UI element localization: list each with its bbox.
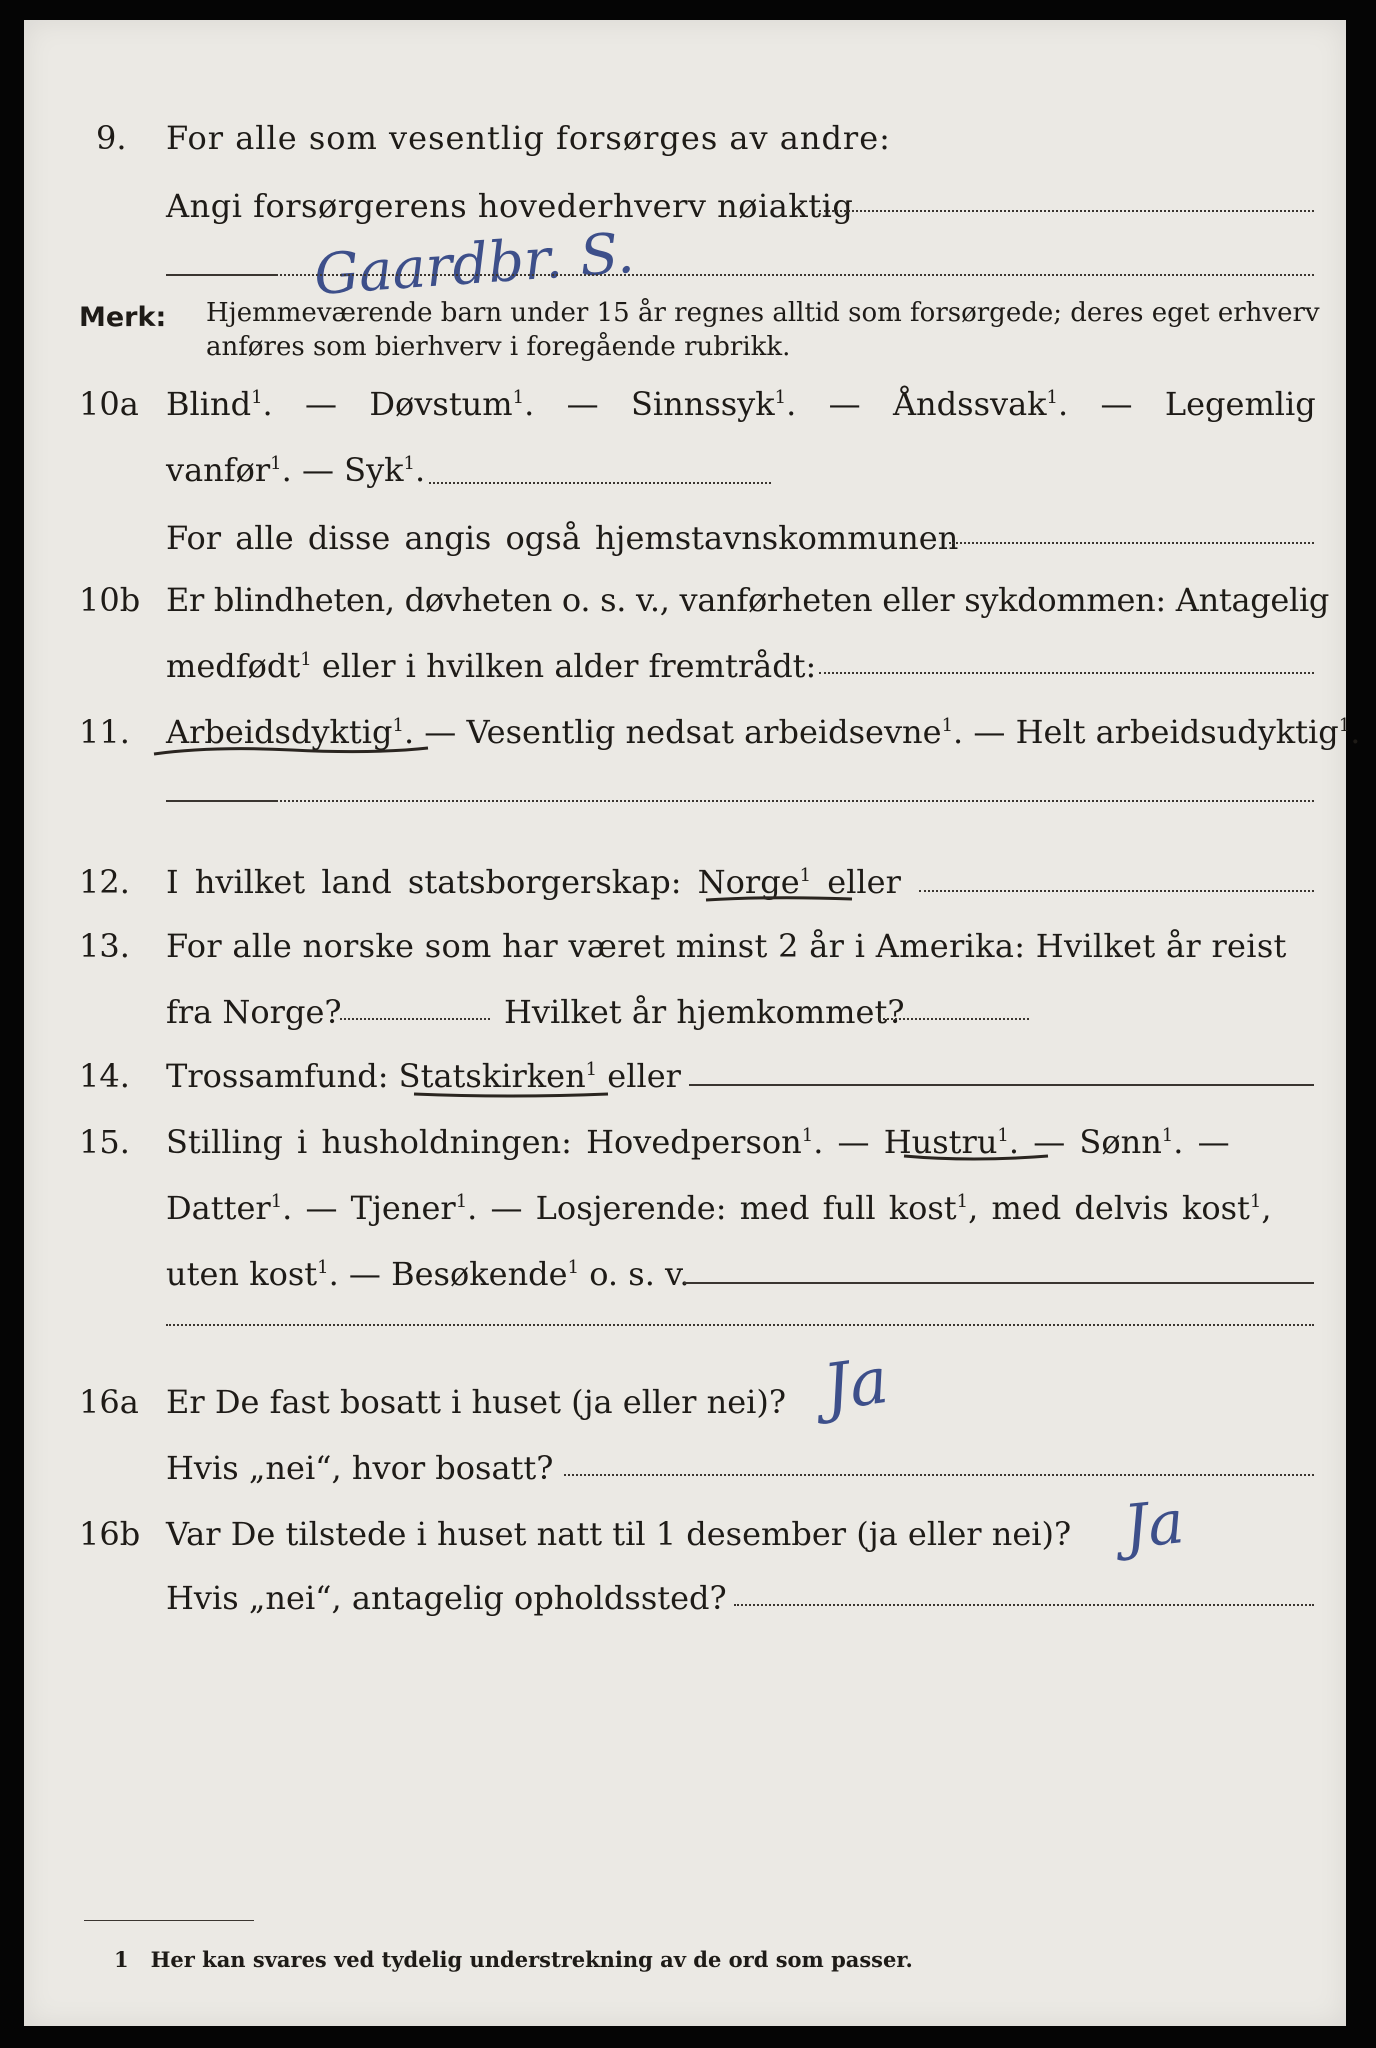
- question-12-fill-line: [919, 890, 1314, 892]
- separator: .: [403, 713, 415, 751]
- option-sinnssyk: Sinnssyk: [630, 385, 775, 423]
- question-16a-handwritten-answer: Ja: [819, 1343, 893, 1427]
- separator: .: [328, 1255, 339, 1293]
- question-12-text: I hvilket land statsborgerskap:: [166, 863, 682, 901]
- option-medfodt: medfødt: [166, 647, 301, 685]
- note-line1: Hjemmeværende barn under 15 år regnes alltid som forsørgede; deres eget erhverv: [206, 298, 1320, 328]
- footnote-marker: 1: [774, 387, 787, 408]
- question-16b-line1: Var De tilstede i huset natt til 1 desember (ja eller nei)?: [166, 1515, 1072, 1553]
- dash: —: [1197, 1123, 1230, 1161]
- question-13-hjemkommet: Hvilket år hjemkommet?: [504, 993, 905, 1031]
- dash: —: [566, 385, 599, 423]
- dash: —: [490, 1189, 523, 1227]
- handwritten-underline-norge: [704, 892, 854, 908]
- option-losjerende-full-kost: Losjerende: med full kost: [535, 1189, 957, 1227]
- footnote-marker: 1: [403, 453, 415, 474]
- option-besokende: Besøkende: [391, 1255, 568, 1293]
- question-10a-line2: [166, 450, 425, 490]
- question-16b-fill-line: [734, 1604, 1314, 1606]
- option-delvis-kost: med delvis kost: [991, 1189, 1250, 1227]
- question-10b-number: 10b: [79, 581, 141, 619]
- separator: .: [1350, 713, 1361, 751]
- question-14-number: 14.: [79, 1057, 130, 1095]
- footnote-marker: 1: [392, 715, 404, 736]
- footnote-marker: 1: [300, 649, 312, 670]
- footnote-marker: 1: [270, 1191, 283, 1212]
- separator: .: [414, 451, 426, 489]
- question-9-line2: Angi forsørgerens hovederhverv nøiaktig: [166, 187, 854, 225]
- note-line2: anføres som bierhverv i foregående rubrikk.: [206, 332, 791, 362]
- question-16b-handwritten-answer: Ja: [1120, 1487, 1188, 1563]
- handwritten-underline-hustru: [902, 1150, 1052, 1166]
- option-statskirken-underlined: Statskirken: [398, 1057, 586, 1095]
- footnote-marker: 1: [585, 1059, 598, 1080]
- option-hovedperson: Hovedperson: [586, 1123, 802, 1161]
- dash: —: [301, 451, 334, 489]
- footnote-marker: 1: [941, 715, 954, 736]
- question-9-number: 9.: [96, 119, 127, 157]
- question-13-line1: For alle norske som har været minst 2 år i Amerika: Hvilket år reist: [166, 927, 1287, 965]
- separator: .: [786, 385, 797, 423]
- footnote-marker: 1: [567, 1257, 580, 1278]
- dash: —: [424, 713, 457, 751]
- footnote-marker: 1: [801, 1125, 814, 1146]
- separator: .: [1173, 1123, 1184, 1161]
- question-11-answer-line-b: [276, 800, 1314, 802]
- question-15-line2: Datter$^1$. — Tjener$^1$. — Losjerende: med full kost$^1$, med delvis kost$^1$,: [166, 1189, 1272, 1227]
- option-datter: Datter: [166, 1189, 271, 1227]
- option-vanfor: vanfør: [166, 451, 271, 489]
- separator: .: [282, 1189, 293, 1227]
- option-norge-underlined: Norge: [697, 863, 800, 901]
- question-13-number: 13.: [79, 927, 130, 965]
- footnote-marker: 1: [1161, 1125, 1174, 1146]
- question-9-fill-line: [819, 210, 1314, 212]
- option-syk: Syk: [344, 451, 404, 489]
- question-11-answer-line-a: [166, 800, 276, 802]
- question-10a-line1: [166, 384, 1316, 424]
- question-10b-line2-rest: eller i hvilken alder fremtrådt:: [321, 647, 817, 685]
- footnote-marker: 1: [317, 1257, 329, 1278]
- dash: —: [1100, 385, 1133, 423]
- option-andssvak: Åndssvak: [892, 385, 1047, 423]
- question-15-fill-line: [684, 1282, 1314, 1284]
- question-15-number: 15.: [79, 1123, 130, 1161]
- question-15-line1: [166, 1122, 1230, 1162]
- handwritten-underline-statskirken: [412, 1088, 612, 1104]
- question-16b-number: 16b: [79, 1515, 141, 1553]
- option-arbeidsdyktig-underlined: Arbeidsdyktig: [166, 713, 393, 751]
- question-11-number: 11.: [79, 713, 130, 751]
- footnote-marker: 1: [1249, 1191, 1262, 1212]
- option-uten-kost: uten kost: [166, 1255, 318, 1293]
- question-16a-number: 16a: [79, 1383, 139, 1421]
- question-14-fill-line: [689, 1084, 1314, 1086]
- question-16a-line1: Er De fast bosatt i huset (ja eller nei)?: [166, 1383, 787, 1421]
- footnote-mark: 1: [114, 1947, 129, 1972]
- separator: .: [281, 451, 292, 489]
- question-12-eller: eller: [827, 863, 901, 901]
- footnote: [114, 1940, 913, 1980]
- note-label: Merk:: [79, 302, 167, 333]
- question-12-number: 12.: [79, 863, 130, 901]
- separator: .: [813, 1123, 824, 1161]
- dash: —: [305, 385, 338, 423]
- question-16a-fill-line: [564, 1474, 1314, 1476]
- footnote-marker: 1: [997, 1125, 1009, 1146]
- dash: —: [305, 1189, 338, 1227]
- question-13-hjem-fill-line: [879, 1018, 1029, 1020]
- question-15-line3: [166, 1254, 689, 1294]
- handwritten-underline-arbeidsdyktig: [152, 742, 432, 762]
- question-10a-number: 10a: [79, 385, 139, 423]
- separator: .: [467, 1189, 478, 1227]
- question-15-stilling: Stilling i husholdningen:: [166, 1123, 572, 1161]
- option-vesentlig-nedsat: Vesentlig nedsat arbeidsevne: [466, 713, 942, 751]
- question-10a-hjemstavn-fill-line: [949, 542, 1314, 544]
- footnote-rule: [84, 1920, 254, 1921]
- question-10a-syk-fill-line: [429, 482, 771, 484]
- separator: .: [524, 385, 535, 423]
- option-tjener: Tjener: [350, 1189, 456, 1227]
- question-10b-line1: Er blindheten, døvheten o. s. v., vanførheten eller sykdommen: Antagelig: [166, 581, 1330, 619]
- option-hustru-underlined: Hustru: [883, 1123, 998, 1161]
- question-14-eller: eller: [607, 1057, 681, 1095]
- question-13-fra-fill-line: [340, 1018, 490, 1020]
- footnote-marker: 1: [799, 865, 812, 886]
- dash: —: [973, 713, 1006, 751]
- question-9-answer-line-a: [166, 274, 276, 276]
- separator: .: [1008, 1123, 1020, 1161]
- separator: .: [953, 713, 964, 751]
- option-legemlig: Legemlig: [1164, 385, 1316, 423]
- question-9-answer-line-b: [276, 274, 1314, 276]
- footnote-marker: 1: [1046, 387, 1058, 408]
- dash: —: [1033, 1123, 1066, 1161]
- separator: .: [262, 385, 273, 423]
- question-13-fra-norge: fra Norge?: [166, 993, 342, 1031]
- footnote-marker: 1: [270, 453, 282, 474]
- question-10b-line2: [166, 646, 816, 686]
- footnote-marker: 1: [512, 387, 525, 408]
- question-16a-line2: Hvis „nei“, hvor bosatt?: [166, 1449, 554, 1487]
- question-15-answer-line: [166, 1324, 1314, 1326]
- footnote-marker: 1: [455, 1191, 468, 1212]
- option-helt-arbeidsudyktig: Helt arbeidsudyktig: [1015, 713, 1339, 751]
- dash: —: [837, 1123, 870, 1161]
- census-form-page: [24, 20, 1361, 2026]
- question-9-line1: For alle som vesentlig forsørges av andre:: [166, 119, 891, 157]
- footnote-text: Her kan svares ved tydelig understrekning av de ord som passer.: [150, 1947, 913, 1972]
- dash: —: [348, 1255, 381, 1293]
- footnote-marker: 1: [956, 1191, 969, 1212]
- question-15-osv: o. s. v.: [589, 1255, 690, 1293]
- dash: —: [828, 385, 861, 423]
- question-14-text: Trossamfund:: [166, 1057, 389, 1095]
- question-9-handwritten-answer: Gaardbr. S.: [312, 220, 637, 309]
- question-16b-line2: Hvis „nei“, antagelig opholdssted?: [166, 1579, 727, 1617]
- option-blind: Blind: [166, 385, 252, 423]
- footnote-marker: 1: [251, 387, 263, 408]
- separator: .: [1057, 385, 1069, 423]
- option-dovstum: Døvstum: [369, 385, 513, 423]
- option-sonn: Sønn: [1079, 1123, 1162, 1161]
- footnote-marker: 1: [1338, 715, 1351, 736]
- question-10a-line3: For alle disse angis også hjemstavnskommunen: [166, 519, 959, 557]
- question-10b-fill-line: [819, 672, 1314, 674]
